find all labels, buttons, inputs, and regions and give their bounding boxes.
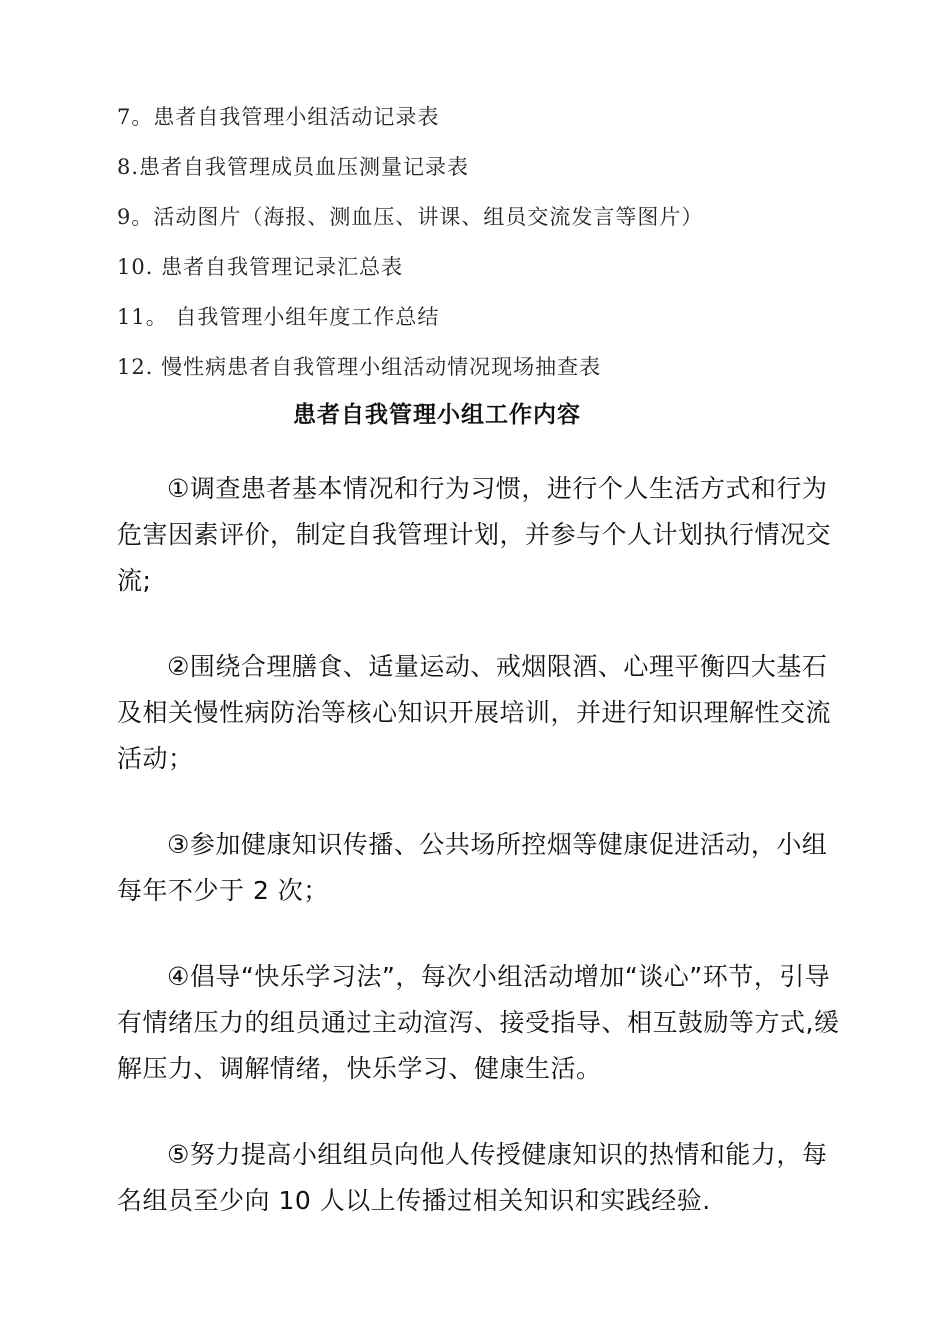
list-item: 10. 患者自我管理记录汇总表 bbox=[117, 255, 404, 279]
paragraph: ②围绕合理膳食、适量运动、戒烟限酒、心理平衡四大基石及相关慢性病防治等核心知识开展培训，并进行知识理解性交流活动； bbox=[117, 652, 832, 773]
list-item: 9。活动图片（海报、测血压、讲课、组员交流发言等图片） bbox=[117, 205, 704, 229]
section-body bbox=[117, 466, 847, 1264]
list-item: 7。患者自我管理小组活动记录表 bbox=[117, 105, 440, 129]
list-item: 12. 慢性病患者自我管理小组活动情况现场抽查表 bbox=[117, 355, 602, 379]
list-item: 11。 自我管理小组年度工作总结 bbox=[117, 305, 440, 329]
paragraph: ④倡导“快乐学习法”，每次小组活动增加“谈心”环节，引导有情绪压力的组员通过主动渲泻、接受指导、相互鼓励等方式,缓解压力、调解情绪，快乐学习、健康生活。 bbox=[117, 962, 840, 1083]
paragraph: ③参加健康知识传播、公共场所控烟等健康促进活动，小组每年不少于 2 次； bbox=[117, 830, 828, 905]
attachment-list bbox=[117, 98, 877, 398]
paragraph: ⑤努力提高小组组员向他人传授健康知识的热情和能力，每名组员至少向 10 人以上传播过相关知识和实践经验. bbox=[117, 1140, 828, 1215]
section-title: 患者自我管理小组工作内容 bbox=[293, 402, 581, 428]
list-item: 8.患者自我管理成员血压测量记录表 bbox=[117, 155, 470, 179]
paragraph: ①调查患者基本情况和行为习惯，进行个人生活方式和行为危害因素评价，制定自我管理计划，并参与个人计划执行情况交流; bbox=[117, 474, 832, 595]
